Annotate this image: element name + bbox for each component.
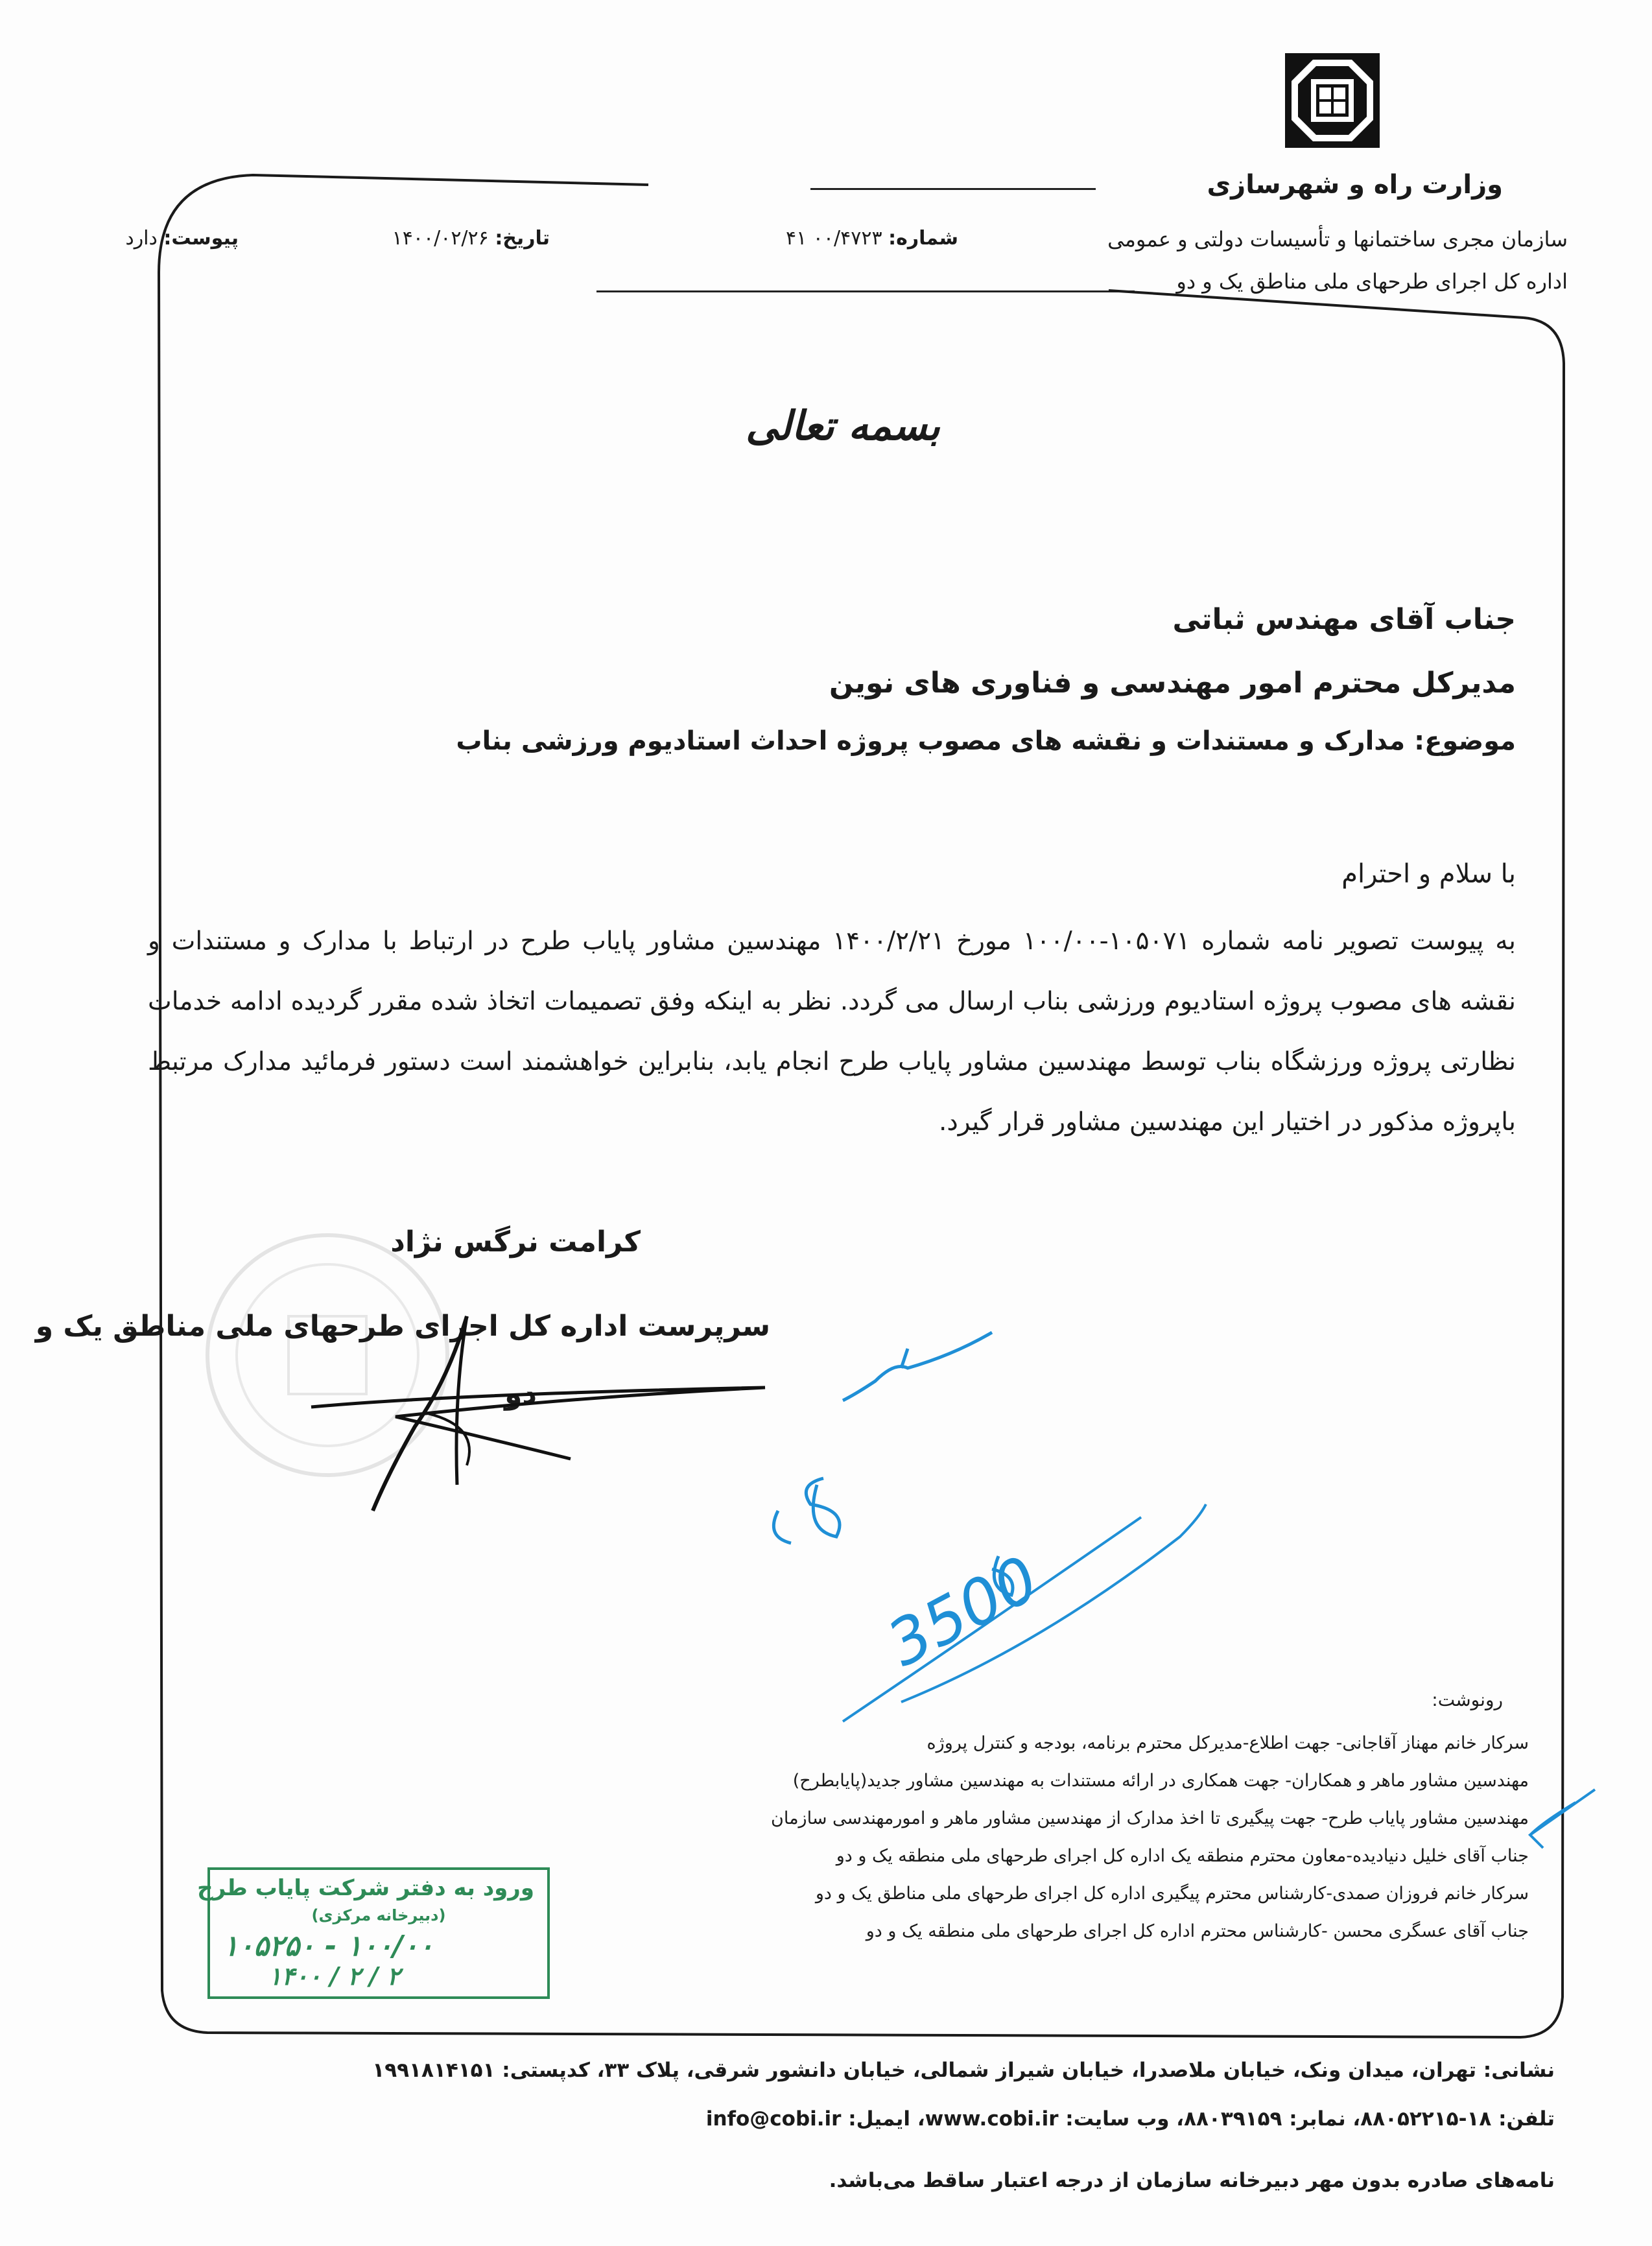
cc-item: جناب آقای عسگری محسن -کارشناس محترم اداره کل اجرای طرحهای ملی منطقه یک و دو [866,1921,1529,1941]
handwritten-number: 3500 [876,1542,1050,1681]
stamp-date: ۱۴۰۰ / ۲ / ۲ [268,1962,401,1991]
footer-validity-note: نامه‌های صادره بدون مهر دبیرخانه سازمان از درجه اعتبار ساقط می‌باشد. [829,2169,1555,2192]
addressee-title: مدیرکل محترم امور مهندسی و فناوری های نوین [829,667,1516,700]
cc-list [556,1725,1529,1950]
signer-title-line1: سرپرست اداره کل اجرای طرحهای ملی مناطق یک و [35,1310,770,1343]
cc-item: سرکار خانم فروزان صمدی-کارشناس محترم پیگیری اداره کل اجرای طرحهای ملی مناطق یک و دو [815,1884,1529,1904]
addressee-name: جناب آقای مهندس ثباتی [1172,603,1516,636]
signer-name: کرامت نرگس نژاد [390,1225,641,1259]
receipt-stamp [197,1867,550,1999]
letter-date-label: تاریخ: [495,227,550,250]
cc-item: مهندسین مشاور پایاب طرح- جهت پیگیری تا اخذ مدارک از مهندسین مشاور ماهر و امورمهندسی سازمان [771,1808,1529,1828]
letter-number-label: شماره: [888,227,958,250]
cc-item: سرکار خانم مهناز آقاجانی- جهت اطلاع-مدیرکل محترم برنامه، بودجه و کنترل پروژه [926,1733,1529,1753]
stamp-subtitle: (دبیرخانه مرکزی) [311,1906,446,1924]
letter-body-paragraph: به پیوست تصویر نامه شماره ۱۰۵۰۷۱-۱۰۰/۰۰ مورخ ۱۴۰۰/۲/۲۱ مهندسین مشاور پایاب طرح در ارتباط با مدارک و مستندات و نقشه های مصوب پروژه استادیوم ورزشی بناب ارسال می گردد. نظر به اینکه وفق تصمیمات اتخاذ شده مقرر گردیده ادامه خدمات نظارتی پروژه ورزشگاه بناب توسط مهندسین مشاور پایاب طرح انجام یابد، بنابراین خواهشمند است دستور فرمائید مدارک مرتبط باپروژه مذکور در اختیار این مهندسین مشاور قرار گیرد. [148,927,1516,1137]
footer-contact: تلفن: ۱۸-۸۸۰۵۲۲۱۵، نمابر: ۸۸۰۳۹۱۵۹، وب سایت: www.cobi.ir، ایمیل: info@cobi.ir [705,2107,1555,2131]
letter-number-value: ۰۰/۴۷۲۳ ۴۱ [786,227,882,250]
letter-subject: موضوع: مدارک و مستندات و نقشه های مصوب پروژه احداث استادیوم ورزشی بناب [456,726,1516,756]
stamp-number: ۱۰۵۲۵۰ - ۱۰۰/۰۰ [223,1930,434,1963]
letter-date-value: ۱۴۰۰/۰۲/۲۶ [392,227,489,250]
stamp-title: ورود به دفتر شرکت پایاب طرح [197,1875,534,1901]
cc-heading: رونوشت: [1432,1689,1503,1710]
cc-item: مهندسین مشاور ماهر و همکاران- جهت همکاری در ارائه مستندات به مهندسین مشاور جدید(پایابطرح) [792,1771,1529,1791]
footer-address: نشانی: تهران، میدان ونک، خیابان ملاصدرا، خیابان شیراز شمالی، خیابان دانشور شرقی، پلاک ۳۳، کدپستی: ۱۹۹۱۸۱۴۱۵۱ [372,2059,1555,2082]
signer-title-line2: دو [504,1378,537,1411]
greeting: با سلام و احترام [1341,859,1516,889]
cc-item: جناب آقای خلیل دنیادیده-معاون محترم منطقه یک اداره کل اجرای طرحهای ملی منطقه یک و دو [836,1846,1529,1866]
letter-attachment-label: پیوست: [163,227,239,250]
office-name: اداره کل اجرای طرحهای ملی مناطق یک و دو [1176,269,1568,294]
basmala-heading: بسمه تعالی [746,402,940,449]
ministry-title: وزارت راه و شهرسازی [1207,170,1503,200]
organization-name: سازمان مجری ساختمانها و تأسیسات دولتی و عمومی [1107,227,1568,252]
letter-attachment-value: دارد [125,227,158,250]
